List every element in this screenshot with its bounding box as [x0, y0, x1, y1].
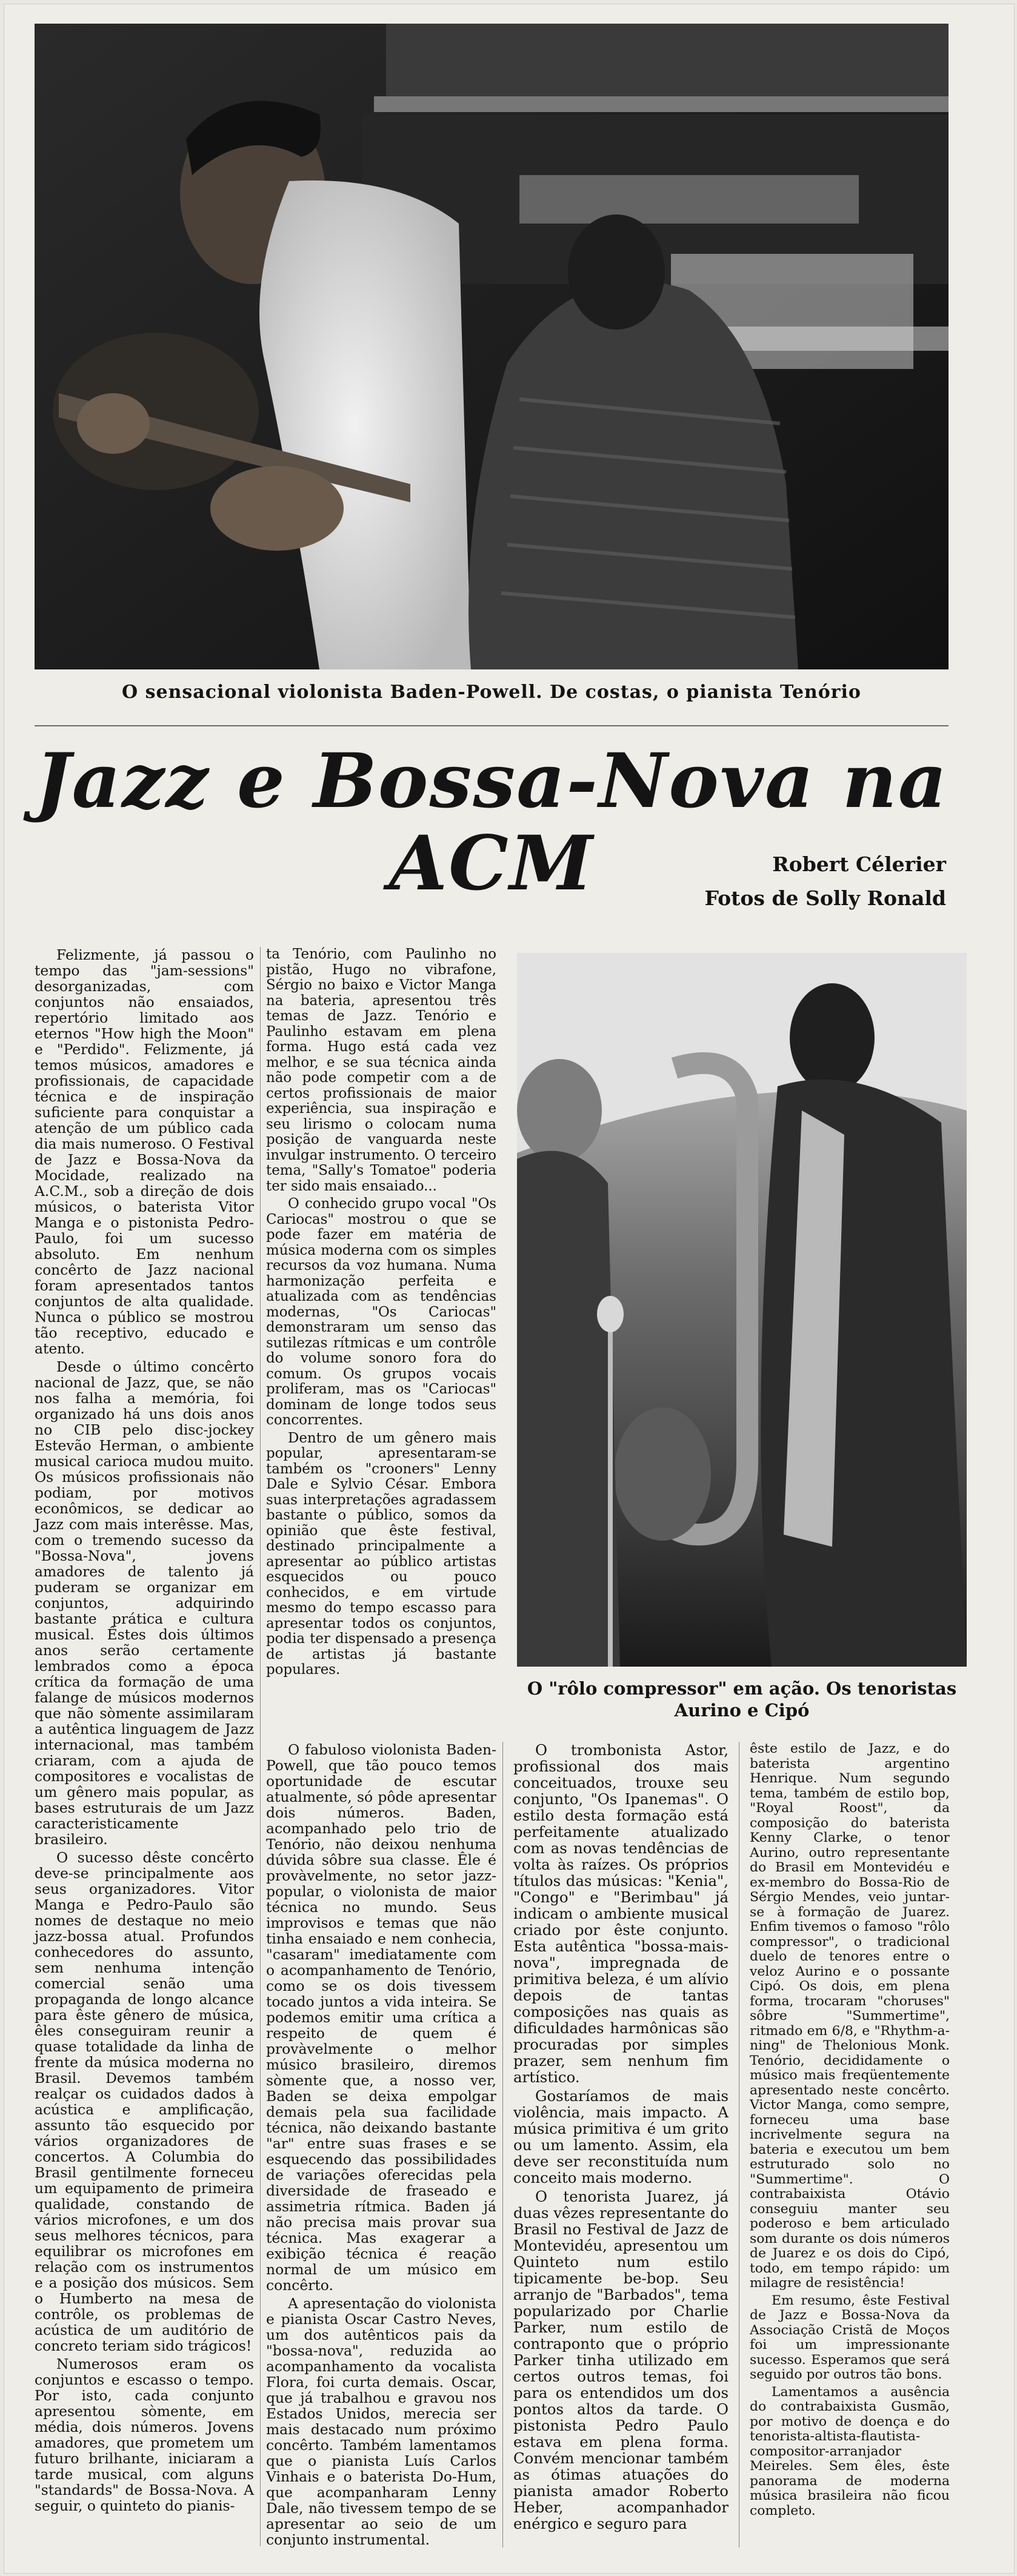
photo-mid-caption-line-2: Aurino e Cipó [674, 1700, 810, 1721]
newspaper-page [4, 4, 1015, 2574]
column-divider [502, 1742, 503, 2548]
paragraph: Desde o último concêrto nacional de Jazz, que, se não nos falha a memória, foi organizado há uns dois anos no CIB pelo disc-jockey Estevão Herman, o ambiente musical carioca mudou muito. Os músicos profissionais não podiam, por motivos econômicos, se dedicar ao Jazz com mais interêsse. Mas, com o tremendo sucesso da "Bossa-Nova", jovens amadores de talento já puderam se organizar em conjuntos, adquirindo bastante prática e cultura musical. Êstes dois últimos anos serão certamente lembrados como a época crítica da formação de uma falange de músicos modernos que não sòmente assimilaram a autêntica linguagem de Jazz internacional, mas também criaram, com a ajuda de compositores e vocalistas de um gênero mais popular, as bases estruturais de um Jazz caracteristicamente brasileiro. [35, 1358, 254, 1848]
paragraph: Felizmente, já passou o tempo das "jam-sessions" desorganizadas, com conjuntos não ensaiados, repertório limitado aos eternos "How high the Moon" e "Perdido". Felizmente, já temos músicos, amadores e profissionais, de capacidade técnica e de inspiração suficiente para conquistar a atenção de um público cada dia mais numeroso. O Festival de Jazz e Bossa-Nova da Mocidade, realizado na A.C.M., sob a direção de dois músicos, o baterista Vitor Manga e o pistonista Pedro-Paulo, foi um sucesso absoluto. Em nenhum concêrto de Jazz nacional foram apresentados tantos conjuntos de alta qualidade. Nunca o público se mostrou tão receptivo, educado e atento. [35, 946, 254, 1357]
paragraph: ta Tenório, com Paulinho no pistão, Hugo no vibrafone, Sérgio no baixo e Victor Manga na bateria, apresentou três temas de Jazz. Tenório e Paulinho estavam em plena forma. Hugo está cada vez melhor, e se sua técnica ainda não pode competir com a de certos profissionais de maior experiência, sua inspiração e seu lirismo o colocam numa posição de vanguarda neste invulgar instrumento. O terceiro tema, "Sally's Tomatoe" poderia ter sido mais ensaiado... [266, 946, 496, 1194]
paragraph: Gostaríamos de mais violência, mais impacto. A música primitiva é um grito ou um lamento. Assim, ela deve ser reconstituída num conceito mais moderno. [513, 2087, 729, 2186]
paragraph: Numerosos eram os conjuntos e escasso o tempo. Por isto, cada conjunto apresentou sòmente, em média, dois números. Jovens amadores, que prometem um futuro brilhante, iniciaram a tarde musical, com alguns "standards" de Bossa-Nova. A seguir, o quinteto do pianis- [35, 2355, 254, 2514]
paragraph: O sucesso dêste concêrto deve-se principalmente aos seus organizadores. Vitor Manga e Pedro-Paulo são nomes de destaque no meio jazz-bossa atual. Profundos conhecedores do assunto, sem nenhuma intenção comercial senão uma propaganda de longo alcance para êste gênero de música, êles conseguiram reunir a quase totalidade da linha de frente da música moderna no Brasil. Devemos também realçar os cuidados dados à acústica e amplificação, assunto tão esquecido por vários organizadores de concertos. A Columbia do Brasil gentilmente forneceu um equipamento de primeira qualidade, constando de vários microfones, e um dos seus melhores técnicos, para equilibrar os microfones em relação com os instrumentos e a posição dos músicos. Sem o Humberto na mesa de contrôle, os problemas de acústica de um auditório de concreto teriam sido trágicos! [35, 1849, 254, 2354]
article-headline: Jazz e Bossa-Nova na ACM [35, 737, 949, 908]
rule-under-caption [35, 725, 949, 726]
paragraph: O tenorista Juarez, já duas vêzes representante do Brasil no Festival de Jazz de Montevidéu, apresentou um Quinteto num estilo tipicamente be-bop. Seu arranjo de "Barbados", tema popularizado por Charlie Parker, num estilo de contraponto que o próprio Parker tinha utilizado em certos outros temas, foi para os entendidos um dos pontos altos da tarde. O pistonista Pedro Paulo estava em plena forma. Convém mencionar também as ótimas atuações do pianista amador Roberto Heber, acompanhador enérgico e seguro para [513, 2188, 729, 2532]
photo-baden-powell-image [35, 24, 949, 669]
paragraph: Em resumo, êste Festival de Jazz e Bossa-Nova da Associação Cristã de Moços foi um impressionante sucesso. Esperamos que será seguido por outros tão bons. [750, 2292, 950, 2382]
byline-author: Robert Célerier [772, 852, 946, 876]
photo-baden-powell [35, 24, 949, 669]
paragraph: O trombonista Astor, profissional dos mais conceituados, trouxe seu conjunto, "Os Ipanemas". O estilo desta formação está perfeitamente atualizado com as novas tendências de volta às raízes. Os próprios títulos das músicas: "Kenia", "Congo" e "Berimbau" já indicam o ambiente musical criado por êste conjunto. Esta autêntica "bossa-mais-nova", impregnada de primitiva beleza, é um alívio depois de tantas composições nas quais as dificuldades harmônicas são procuradas por simples prazer, sem nenhum fim artístico. [513, 1741, 729, 2086]
paragraph: O fabuloso violonista Baden-Powell, que tão pouco temos oportunidade de escutar atualmente, só pôde apresentar dois números. Baden, acompanhado pelo trio de Tenório, não deixou nenhuma dúvida sôbre sua classe. Êle é provàvelmente, no setor jazz-popular, o violonista de maior técnica no mundo. Seus improvisos e temas que não tinha ensaiado e nem conhecia, "casaram" imediatamente com o acompanhamento de Tenório, como se os dois tivessem tocado juntos a vida inteira. Se podemos emitir uma crítica a respeito de quem é provàvelmente o melhor músico brasileiro, diremos sòmente que, a nosso ver, Baden se deixa empolgar demais pela sua facilidade técnica, não deixando bastante "ar" entre suas frases e se esquecendo das possibilidades de variações oferecidas pela diversidade de fraseado e assimetria rítmica. Baden já não precisa mais provar sua técnica. Mas exagerar a exibição técnica é reação normal de um músico em concêrto. [266, 1741, 496, 2294]
photo-mid-caption [517, 1678, 967, 1721]
paragraph: A apresentação do violonista e pianista Oscar Castro Neves, um dos autênticos pais da "bossa-nova", reduzida ao acompanhamento da vocalista Flora, foi curta demais. Oscar, que já trabalhou e gravou nos Estados Unidos, merecia ser mais destacado num próximo concêrto. Também lamentamos que o pianista Luís Carlos Vinhais e o baterista Do-Hum, que acompanharam Lenny Dale, não tivessem tempo de se apresentar ao seio de um conjunto instrumental. [266, 2295, 496, 2548]
byline-photos: Fotos de Solly Ronald [704, 886, 946, 910]
paragraph: Dentro de um gênero mais popular, apresentaram-se também os "crooners" Lenny Dale e Sylvio César. Embora suas interpretações agradassem bastante o público, somos da opinião que êste festival, destinado principalmente a apresentar ao público artistas esquecidos ou pouco conhecidos, e em virtude mesmo do tempo escasso para apresentar todos os conjuntos, podia ter dispensado a presença de artistas já bastante populares. [266, 1430, 496, 1678]
paragraph: O conhecido grupo vocal "Os Cariocas" mostrou o que se pode fazer em matéria de música moderna com os simples recursos da voz humana. Numa harmonização perfeita e atualizada com as tendências modernas, "Os Cariocas" demonstraram um senso das sutilezas rítmicas e um contrôle do volume sonoro fora do comum. Os grupos vocais proliferam, mas os "Cariocas" dominam de longe todos seus concorrentes. [266, 1196, 496, 1428]
column-divider [260, 947, 261, 2546]
photo-top-caption: O sensacional violonista Baden-Powell. De costas, o pianista Tenório [122, 682, 861, 703]
photo-tenor-saxophonists [517, 953, 967, 1667]
article-column-5 [750, 1742, 950, 2548]
photo-mid-caption-line-1: O "rôlo compressor" em ação. Os tenoristas [527, 1678, 957, 1699]
article-column-2 [266, 947, 496, 1686]
photo-tenor-saxophonists-image [517, 953, 967, 1667]
paragraph: êste estilo de Jazz, e do baterista argentino Henrique. Num segundo tema, também de estilo bop, "Royal Roost", da composição do baterista Kenny Clarke, o tenor Aurino, outro representante do Brasil em Montevidéu e ex-membro do Bossa-Rio de Sérgio Mendes, veio juntar-se à formação de Juarez. Enfim tivemos o famoso "rôlo compressor", o tradicional duelo de tenores entre o veloz Aurino e o possante Cipó. Os dois, em plena forma, trocaram "choruses" sôbre "Summertime", ritmado em 6/8, e "Rhythm-a-ning" de Thelonious Monk. Tenório, decididamente o músico mais freqüentemente apresentado neste concêrto. Victor Manga, como sempre, forneceu uma base incrivelmente segura na bateria e executou um bem estruturado solo no "Summertime". O contrabaixista Otávio conseguiu manter seu poderoso e bem articulado som durante os dois números de Juarez e os dois do Cipó, todo, em tempo rápido: um milagre de resistência! [750, 1741, 950, 2291]
article-column-3 [266, 1742, 496, 2548]
article-column-1 [35, 947, 254, 2546]
article-column-4 [513, 1742, 729, 2548]
paragraph: Lamentamos a ausência do contrabaixista Gusmão, por motivo de doença e do tenorista-altista-flautista-compositor-arranjador Meireles. Sem êles, êste panorama de moderna música brasileira não ficou completo. [750, 2384, 950, 2518]
